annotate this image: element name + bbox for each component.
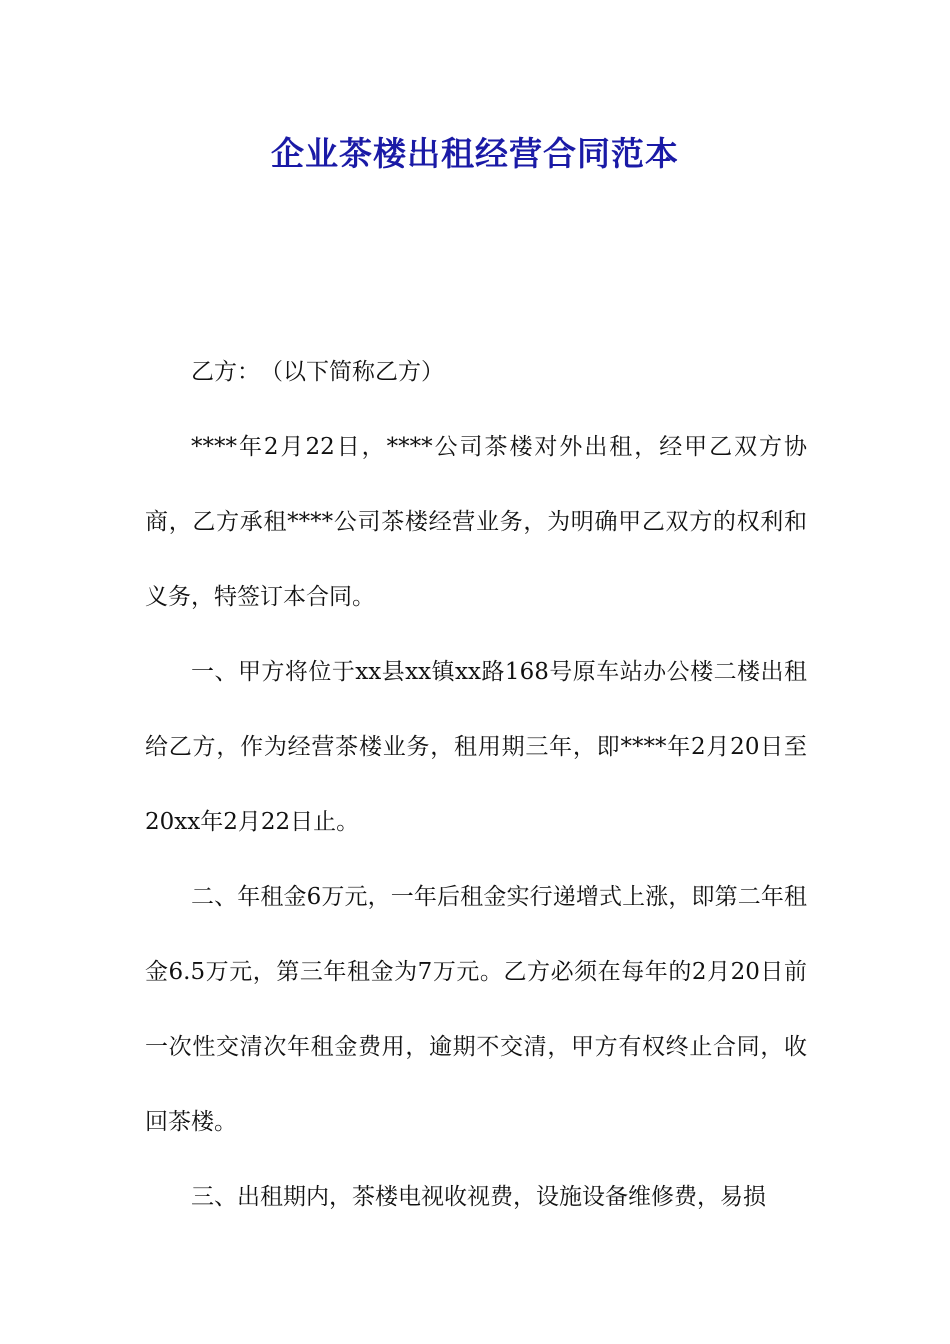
paragraph-clause-2: 二、年租金6万元，一年后租金实行递增式上涨，即第二年租金6.5万元，第三年租金为7万元。乙方必须在每年的2月20日前一次性交清次年租金费用，逾期不交清，甲方有权终止合同，收回茶楼。	[145, 884, 807, 1135]
paragraph-clause-1: 一、甲方将位于xx县xx镇xx路168号原车站办公楼二楼出租给乙方，作为经营茶楼业务，租用期三年，即****年2月20日至20xx年2月22日止。	[145, 659, 807, 835]
document-title: 企业茶楼出租经营合同范本	[271, 134, 679, 173]
paragraph-clause-3: 三、出租期内，茶楼电视收视费，设施设备维修费，易损	[191, 1184, 766, 1210]
paragraph-preamble: ****年2月22日，****公司茶楼对外出租，经甲乙双方协商，乙方承租****公司茶楼经营业务，为明确甲乙双方的权利和义务，特签订本合同。	[145, 434, 807, 610]
document-body	[145, 335, 807, 1235]
paragraph-party-b: 乙方： （以下简称乙方）	[191, 359, 444, 385]
